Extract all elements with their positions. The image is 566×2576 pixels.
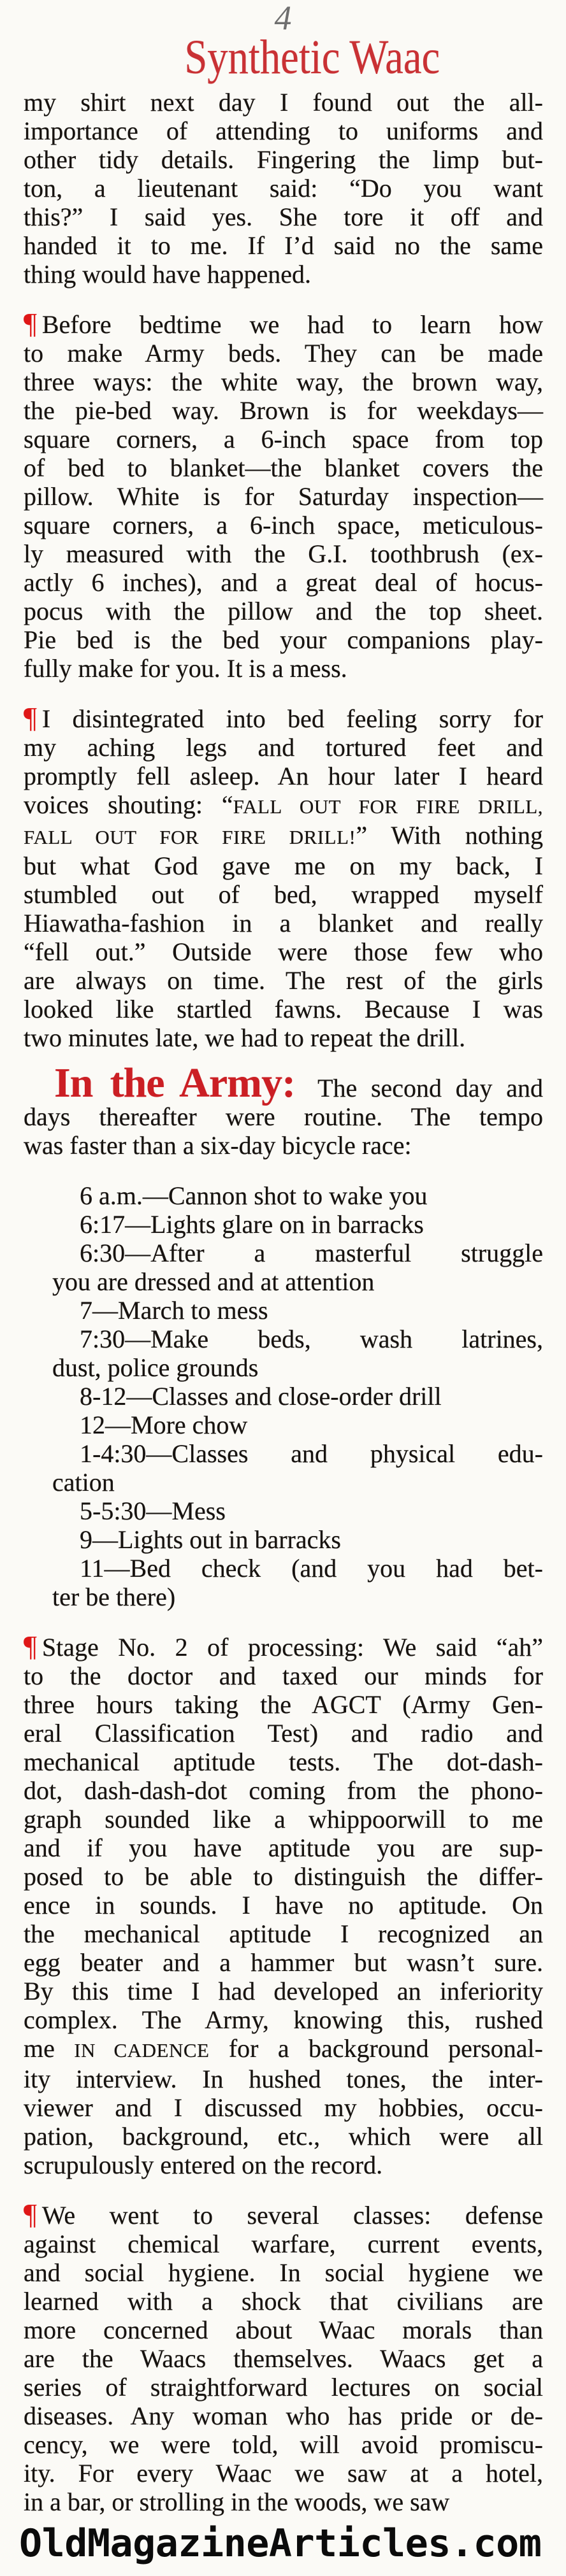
text-line: handed it to me. If I’d said no the same [24, 231, 543, 260]
text-line: fully make for you. It is a mess. [24, 654, 347, 683]
text-line: “fell out.” Outside were those few who [24, 937, 543, 966]
schedule-item-line: 6:17—Lights glare on in barracks [80, 1210, 424, 1239]
text-line: pation, background, etc., which were all [24, 2122, 543, 2151]
text-line: ence in sounds. I have no aptitude. On [24, 1891, 543, 1919]
watermark-text: OldMagazineArticles.com [19, 2521, 542, 2566]
text-line: square corners, a 6-inch space, meticulous- [24, 511, 543, 539]
text-line: ¶ I disintegrated into bed feeling sorry for [24, 701, 543, 734]
text-line: in a bar, or strolling in the woods, we saw [24, 2487, 450, 2516]
small-caps-text: FALL OUT FOR FIRE DRILL, [233, 795, 543, 818]
text-line: cency, we were told, will avoid promiscu- [24, 2430, 543, 2459]
text-line: In the Army: The second day and [54, 1060, 543, 1106]
text-line: egg beater and a hammer but wasn’t sure. [24, 1948, 543, 1977]
text-line: ¶ Before bedtime we had to learn how [24, 307, 543, 339]
text-line: eral Classification Test) and radio and [24, 1719, 543, 1747]
body-paragraph [24, 88, 543, 288]
text-line: posed to be able to distinguish the differ- [24, 1862, 543, 1891]
daily-schedule-list [24, 1181, 543, 1611]
body-paragraph [24, 2198, 543, 2516]
text-line: are always on time. The rest of the girls [24, 966, 543, 995]
pilcrow-icon: ¶ [24, 1630, 37, 1662]
pilcrow-icon: ¶ [24, 2198, 37, 2230]
text-line: dot, dash-dash-dot coming from the phono- [24, 1776, 543, 1805]
text-line: days thereafter were routine. The tempo [24, 1102, 543, 1131]
text-line: stumbled out of bed, wrapped myself [24, 880, 543, 909]
text-line: my aching legs and tortured feet and [24, 733, 543, 762]
text-line: are the Waacs themselves. Waacs get a [24, 2344, 543, 2373]
schedule-item-line: 7:30—Make beds, wash latrines, [80, 1325, 543, 1353]
text-line: thing would have happened. [24, 260, 311, 288]
article-column [24, 88, 543, 2516]
text-line: scrupulously entered on the record. [24, 2151, 383, 2179]
text-line: Pie bed is the bed your companions play- [24, 625, 543, 654]
text-line: ¶ We went to several classes: defense [24, 2198, 543, 2230]
pilcrow-icon: ¶ [24, 701, 37, 734]
text-line: and if you have aptitude you are sup- [24, 1833, 543, 1862]
schedule-item-line: 1-4:30—Classes and physical edu- [80, 1439, 543, 1468]
schedule-item-line: dust, police grounds [52, 1353, 259, 1382]
schedule-item-line: 11—Bed check (and you had bet- [80, 1554, 543, 1583]
text-line: to the doctor and taxed our minds for [24, 1662, 543, 1690]
text-line: three hours taking the AGCT (Army Gen- [24, 1690, 543, 1719]
schedule-item-line: 6:30—After a masterful struggle [80, 1239, 543, 1267]
small-caps-text: FALL OUT FOR FIRE DRILL! [24, 826, 356, 848]
text-line: this?” I said yes. She tore it off and [24, 203, 543, 231]
text-line: and social hygiene. In social hygiene we [24, 2258, 543, 2287]
schedule-item-line: 7—March to mess [80, 1296, 268, 1325]
page-number-value: 4 [274, 0, 292, 37]
section-heading-in-the-army: In the Army: [54, 1060, 296, 1106]
text-line: more concerned about Waac morals than [24, 2316, 543, 2344]
text-line: mechanical aptitude tests. The dot-dash- [24, 1747, 543, 1776]
text-line: pillow. White is for Saturday inspection— [24, 482, 543, 511]
text-line: series of straightforward lectures on social [24, 2373, 543, 2402]
text-line: Hiawatha-fashion in a blanket and really [24, 909, 543, 937]
text-line: FALL OUT FOR FIRE DRILL!” With nothing [24, 821, 543, 850]
text-line: square corners, a 6-inch space from top [24, 425, 543, 453]
article-title-text: Synthetic Waac [184, 31, 440, 84]
text-line: of bed to blanket—the blanket covers the [24, 453, 543, 482]
text-line: importance of attending to uniforms and [24, 117, 543, 145]
text-line: three ways: the white way, the brown way, [24, 367, 543, 396]
schedule-item-line: you are dressed and at attention [52, 1267, 375, 1296]
text-line: the pie-bed way. Brown is for weekdays— [24, 396, 543, 425]
schedule-item-line: ter be there) [52, 1583, 176, 1611]
text-line: looked like startled fawns. Because I was [24, 995, 543, 1023]
schedule-item-line: 5-5:30—Mess [80, 1497, 226, 1525]
body-paragraph [24, 701, 543, 1052]
schedule-item-line: 12—More chow [80, 1411, 248, 1439]
text-line: viewer and I discussed my hobbies, occu- [24, 2093, 543, 2122]
text-line: promptly fell asleep. An hour later I heard [24, 762, 543, 790]
text-line: two minutes late, we had to repeat the drill. [24, 1023, 466, 1052]
text-line: actly 6 inches), and a great deal of hocus- [24, 568, 543, 597]
schedule-item-line: 6 a.m.—Cannon shot to wake you [80, 1181, 428, 1210]
text-line: was faster than a six-day bicycle race: [24, 1131, 412, 1160]
text-line: By this time I had developed an inferiority [24, 1977, 543, 2005]
text-line: diseases. Any woman who has pride or de- [24, 2402, 543, 2430]
text-line: the mechanical aptitude I recognized an [24, 1919, 543, 1948]
section-paragraph [24, 1060, 543, 1160]
schedule-item-line: 8-12—Classes and close-order drill [80, 1382, 442, 1411]
body-paragraph [24, 307, 543, 683]
text-line: but what God gave me on my back, I [24, 851, 543, 880]
text-line: pocus with the pillow and the top sheet. [24, 597, 543, 625]
text-line: to make Army beds. They can be made [24, 339, 543, 367]
text-line: other tidy details. Fingering the limp but- [24, 145, 543, 174]
body-paragraph [24, 1630, 543, 2179]
schedule-item-line: cation [52, 1468, 115, 1497]
text-line: ton, a lieutenant said: “Do you want [24, 174, 543, 203]
text-line: graph sounded like a whippoorwill to me [24, 1805, 543, 1833]
text-line: ly measured with the G.I. toothbrush (ex- [24, 539, 543, 568]
schedule-item-line: 9—Lights out in barracks [80, 1525, 341, 1554]
text-line: my shirt next day I found out the all- [24, 88, 543, 117]
text-line: complex. The Army, knowing this, rushed [24, 2005, 543, 2034]
article-title [0, 33, 566, 82]
text-line: me IN CADENCE for a background personal- [24, 2034, 543, 2063]
text-line: ¶ Stage No. 2 of processing: We said “ah” [24, 1630, 543, 1662]
pilcrow-icon: ¶ [24, 307, 37, 339]
text-line: voices shouting: “FALL OUT FOR FIRE DRILL, [24, 790, 543, 819]
text-line: learned with a shock that civilians are [24, 2287, 543, 2316]
text-line: ity interview. In hushed tones, the inter- [24, 2065, 543, 2093]
small-caps-text: IN CADENCE [74, 2039, 210, 2061]
text-line: against chemical warfare, current events, [24, 2230, 543, 2258]
text-line: ity. For every Waac we saw at a hotel, [24, 2459, 543, 2487]
